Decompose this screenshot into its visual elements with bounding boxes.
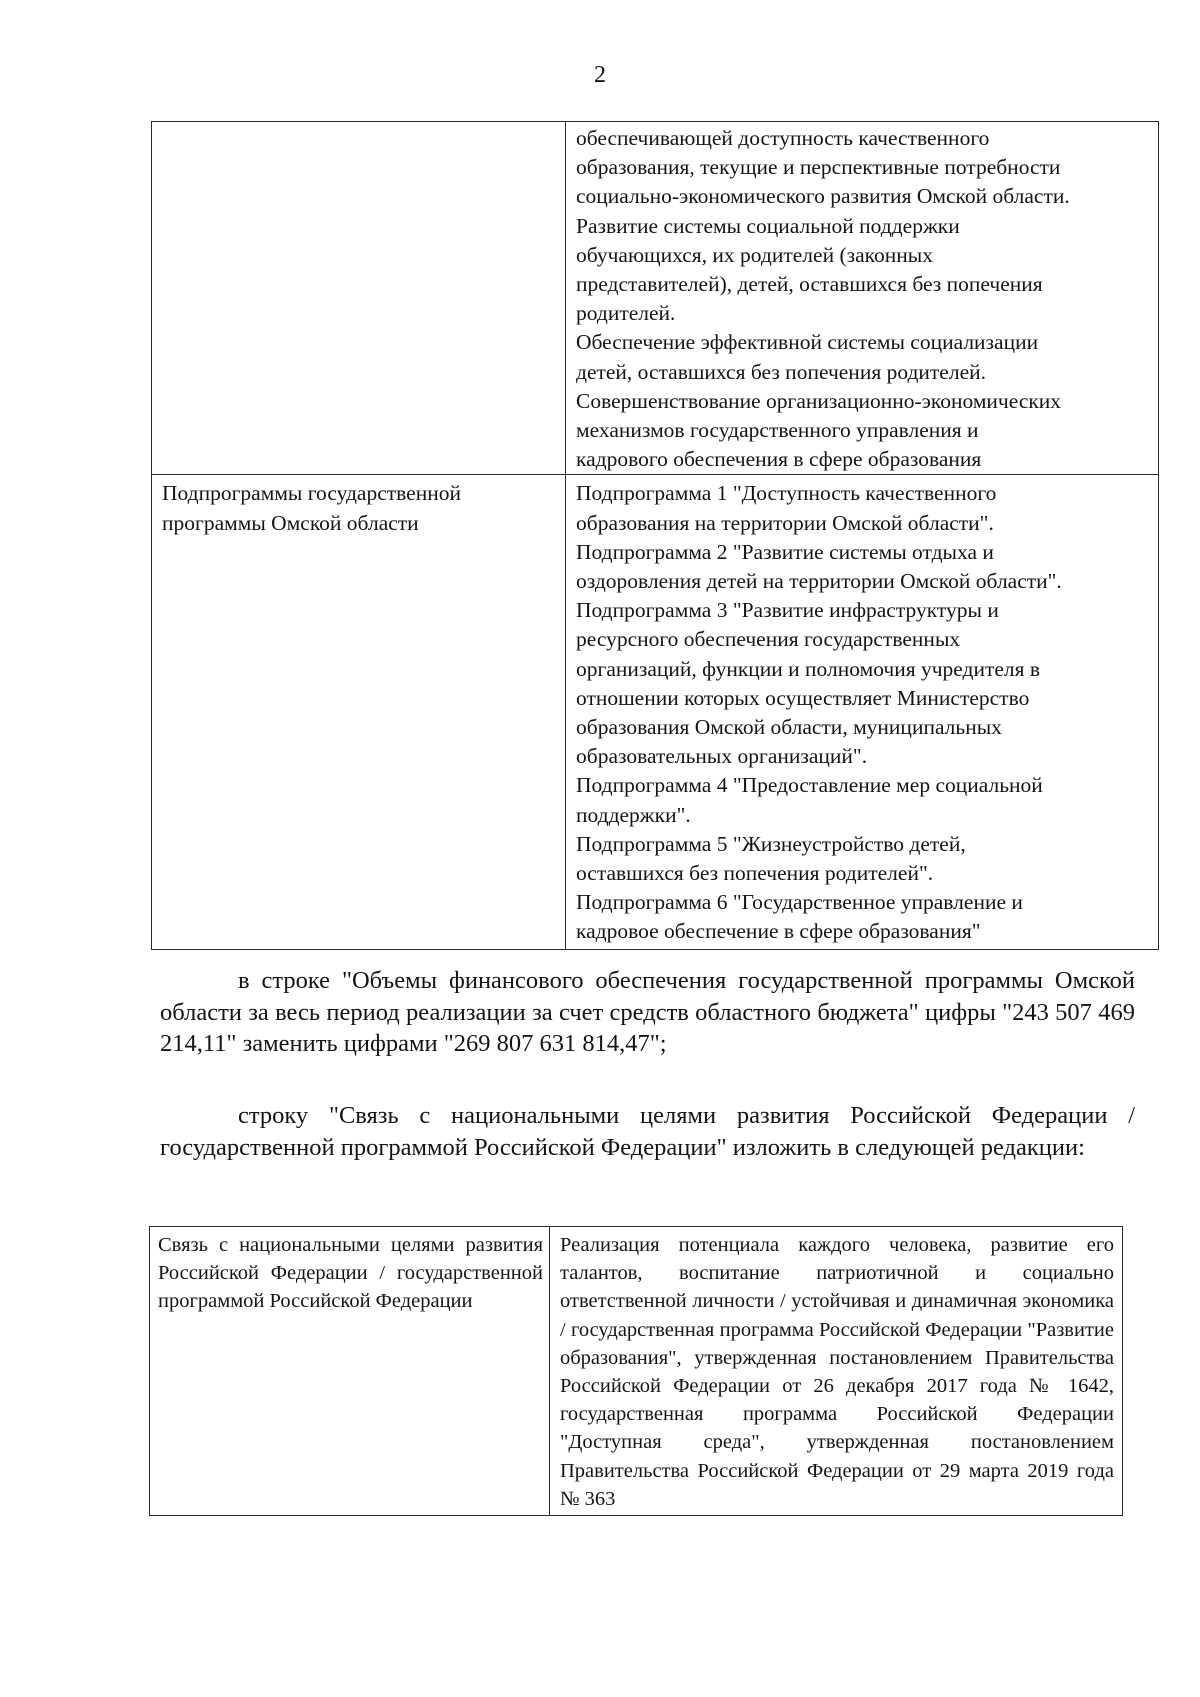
text-line: Подпрограмма 1 "Доступность качественного (576, 481, 997, 506)
text-line: кадрового обеспечения в сфере образования (576, 447, 982, 472)
text-line: представителей), детей, оставшихся без попечения (576, 272, 1043, 297)
text-line: отношении которых осуществляет Министерство (576, 685, 1030, 710)
table-cell-subprograms-label (152, 475, 566, 949)
text-line: программы Омской области (162, 510, 419, 535)
text-line: Развитие системы социальной поддержки (576, 213, 960, 238)
text-line: образовательных организаций". (576, 744, 868, 769)
national-goals-table (149, 1226, 1123, 1516)
table-row-goals (152, 122, 1159, 475)
table-cell-label: Связь с национальными целями развития Российской Федерации / государственной программой Российской Федерации (150, 1227, 550, 1516)
amendment-paragraph-national-goals (160, 1100, 1135, 1163)
text-line: образования, текущие и перспективные потребности (576, 155, 1061, 180)
text-line: Подпрограммы государственной (162, 481, 461, 506)
text-line: кадровое обеспечение в сфере образования" (576, 919, 981, 944)
table-row-subprograms (152, 475, 1159, 949)
paragraph-text: в строке "Объемы финансового обеспечения государственной программы Омской области за весь период реализации за счет средств областного бюджета" цифры "243 507 469 214,11" заменить цифрами "269 807 631 814,47"; (160, 967, 1135, 1057)
text-line: образования Омской области, муниципальных (576, 715, 1002, 740)
table-cell-value: Реализация потенциала каждого человека, развитие его талантов, воспитание патриотичной и социально ответственной личности / устойчивая и динамичная экономика / государственная программа Российской Федерации "Развитие образования", утвержденная постановлением Правительства Российской Федерации от 26 декабря 2017 года № 1642, государственная программа Российской Федерации "Доступная среда", утвержденная постановлением Правительства Российской Федерации от 29 марта 2019 года № 363 (550, 1227, 1123, 1516)
table-row (150, 1227, 1123, 1516)
text-line: социально-экономического развития Омской области. (576, 184, 1070, 209)
text-line: Подпрограмма 4 "Предоставление мер социальной (576, 773, 1043, 798)
text-line: детей, оставшихся без попечения родителей. (576, 359, 987, 384)
text-line: обучающихся, их родителей (законных (576, 242, 933, 267)
text-line: Подпрограмма 6 "Государственное управление и (576, 890, 1023, 915)
amendment-paragraph-funding (160, 965, 1135, 1060)
program-passport-table-continued (151, 121, 1159, 950)
table-cell-subprograms-list (566, 475, 1159, 949)
text-line: ресурсного обеспечения государственных (576, 627, 961, 652)
text-line: образования на территории Омской области". (576, 510, 994, 535)
text-line: организаций, функции и полномочия учредителя в (576, 656, 1041, 681)
text-line: механизмов государственного управления и (576, 418, 979, 443)
text-line: поддержки". (576, 802, 691, 827)
text-line: родителей. (576, 301, 676, 326)
text-line: Подпрограмма 2 "Развитие системы отдыха и (576, 539, 994, 564)
text-line: оздоровления детей на территории Омской области". (576, 569, 1062, 594)
table-cell-goals-text (566, 122, 1159, 475)
text-line: Подпрограмма 3 "Развитие инфраструктуры и (576, 598, 999, 623)
table-cell-empty (152, 122, 566, 475)
paragraph-text: строку "Связь с национальными целями развития Российской Федерации / государственной программой Российской Федерации" изложить в следующей редакции: (160, 1102, 1135, 1161)
text-line: оставшихся без попечения родителей". (576, 861, 934, 886)
text-line: Совершенствование организационно-экономических (576, 388, 1062, 413)
text-line: обеспечивающей доступность качественного (576, 126, 990, 150)
text-line: Обеспечение эффективной системы социализации (576, 330, 1039, 355)
text-line: Подпрограмма 5 "Жизнеустройство детей, (576, 831, 966, 856)
page-number: 2 (594, 62, 606, 88)
